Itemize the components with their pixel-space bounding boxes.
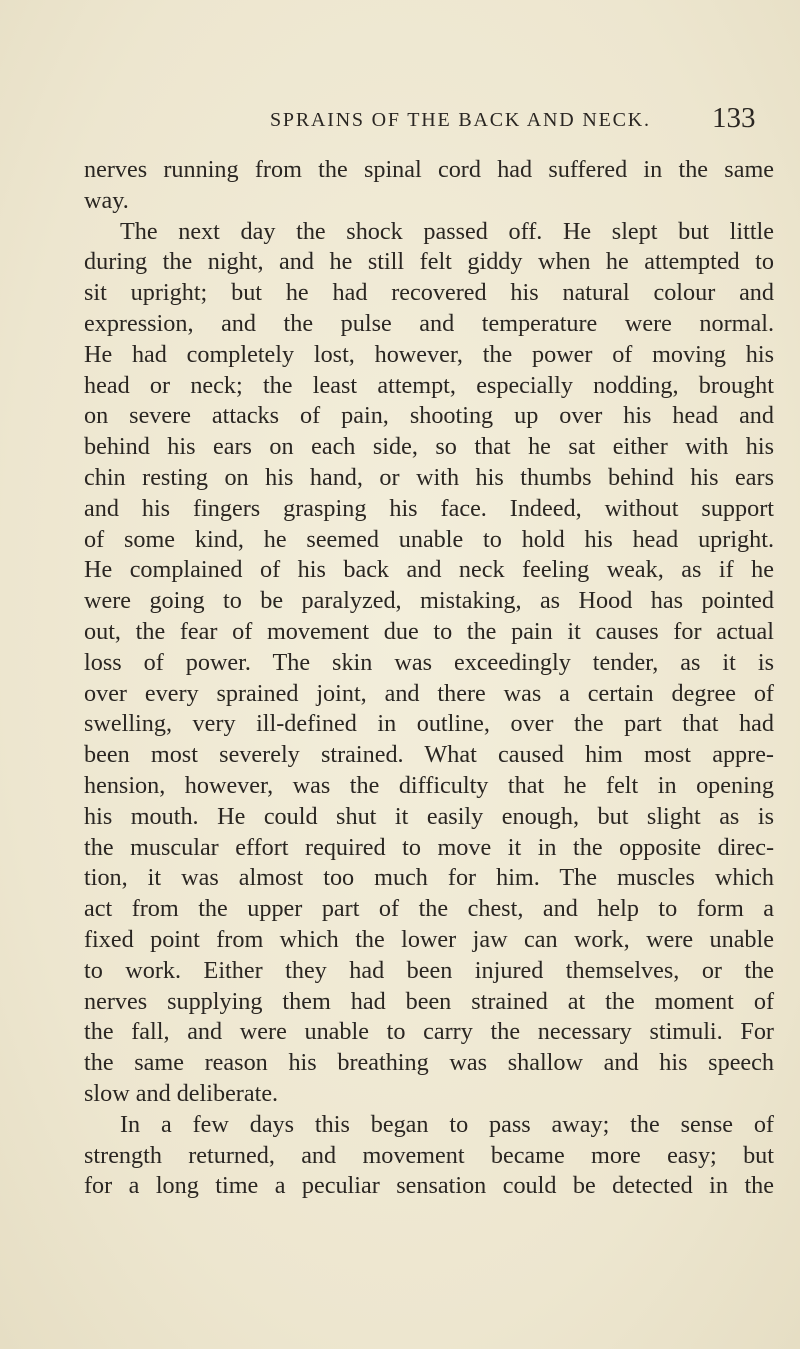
text-line: to work. Either they had been injured themselves, or the bbox=[84, 956, 774, 984]
text-line: for a long time a peculiar sensation could be detected in the bbox=[84, 1172, 774, 1200]
text-line: out, the fear of movement due to the pain it causes for actual bbox=[84, 617, 774, 645]
text-line: fixed point from which the lower jaw can work, were unable bbox=[84, 925, 774, 953]
body-text bbox=[84, 155, 774, 1202]
text-line: the same reason his breathing was shallow and his speech bbox=[84, 1049, 774, 1077]
text-line: sit upright; but he had recovered his natural colour and bbox=[84, 279, 774, 307]
text-line: the muscular effort required to move it in the opposite direc- bbox=[84, 833, 774, 861]
text-line: head or neck; the least attempt, especially nodding, brought bbox=[84, 371, 774, 399]
text-line: act from the upper part of the chest, and help to form a bbox=[84, 895, 774, 923]
text-line: hension, however, was the difficulty that he felt in opening bbox=[84, 771, 774, 799]
text-line: and his fingers grasping his face. Indeed, without support bbox=[84, 494, 774, 522]
text-line: his mouth. He could shut it easily enough, but slight as is bbox=[84, 802, 774, 830]
text-line: swelling, very ill-defined in outline, over the part that had bbox=[84, 710, 774, 738]
text-line: He had completely lost, however, the power of moving his bbox=[84, 340, 774, 368]
text-line: strength returned, and movement became more easy; but bbox=[84, 1141, 774, 1169]
text-line: been most severely strained. What caused him most appre- bbox=[84, 741, 774, 769]
text-line: He complained of his back and neck feeling weak, as if he bbox=[84, 556, 774, 584]
text-line: nerves supplying them had been strained at the moment of bbox=[84, 987, 774, 1015]
text-line: nerves running from the spinal cord had suffered in the same bbox=[84, 156, 774, 183]
text-line: during the night, and he still felt giddy when he attempted to bbox=[84, 248, 774, 276]
text-line: chin resting on his hand, or with his thumbs behind his ears bbox=[84, 463, 774, 491]
text-line: expression, and the pulse and temperature were normal. bbox=[84, 309, 774, 337]
text-line: The next day the shock passed off. He slept but little bbox=[120, 217, 774, 245]
text-line: behind his ears on each side, so that he sat either with his bbox=[84, 433, 774, 461]
text-line: loss of power. The skin was exceedingly tender, as it is bbox=[84, 648, 774, 676]
text-line: the fall, and were unable to carry the necessary stimuli. For bbox=[84, 1018, 774, 1046]
text-line: slow and deliberate. bbox=[84, 1079, 279, 1107]
text-line: way. bbox=[84, 186, 129, 214]
text-line: tion, it was almost too much for him. The muscles which bbox=[84, 864, 774, 892]
text-line: were going to be paralyzed, mistaking, as Hood has pointed bbox=[84, 587, 774, 615]
text-line: In a few days this began to pass away; the sense of bbox=[120, 1110, 774, 1138]
text-line: on severe attacks of pain, shooting up over his head and bbox=[84, 402, 774, 430]
text-line: of some kind, he seemed unable to hold his head upright. bbox=[84, 525, 774, 553]
page-number: 133 bbox=[712, 102, 756, 134]
text-line: over every sprained joint, and there was a certain degree of bbox=[84, 679, 774, 707]
running-head: SPRAINS OF THE BACK AND NECK. bbox=[270, 109, 651, 131]
